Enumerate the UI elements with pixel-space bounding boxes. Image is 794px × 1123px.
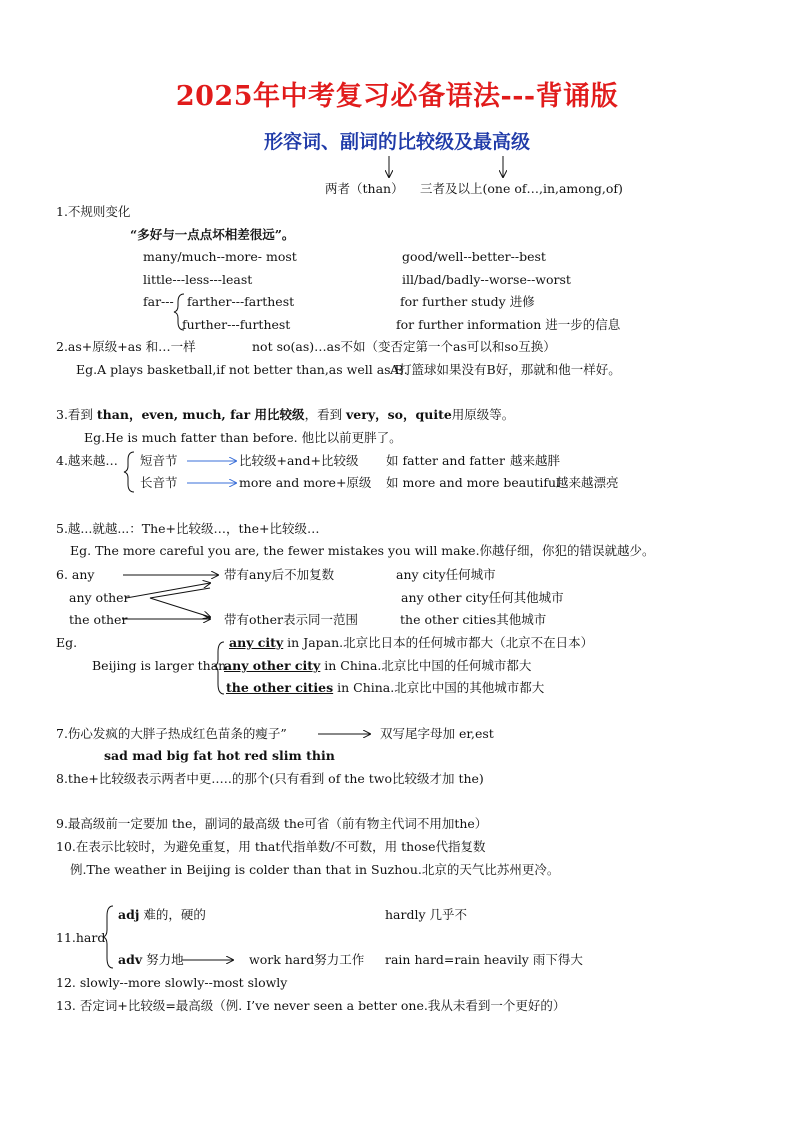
s6-b3-rest: in China.北京比中国的其他城市都大 [333, 680, 545, 695]
s1-r1-right: good/well--better--best [402, 249, 546, 264]
s1-far-a-note: for further study 进修 [400, 294, 535, 309]
s6-ex1: any city任何城市 [396, 567, 496, 582]
s1-r1-left: many/much--more- most [143, 249, 297, 264]
s10-example: 例.The weather in Beijing is colder than that in Suzhou.北京的天气比苏州更冷。 [70, 862, 560, 877]
branch-two: 两者（than） [325, 181, 404, 196]
s13-text: 13. 否定词+比较级=最高级（例. I’ve never seen a better one.我从未看到一个更好的） [56, 998, 566, 1013]
s4-short-cn: 越来越胖 [510, 453, 561, 468]
s3-p3: ，看到 [304, 407, 347, 422]
s11-adv-meaning: 努力地 [142, 952, 184, 967]
s6-the-other: the other [69, 612, 128, 627]
s11-hardly: hardly 几乎不 [385, 907, 468, 922]
s1-r2-left: little---less---least [143, 272, 253, 287]
s6-ex3: the other cities其他城市 [400, 612, 547, 627]
s11-adj-meaning: 难的，硬的 [139, 907, 206, 922]
s2-head-right: not so(as)…as不如（变否定第一个as可以和so互换） [252, 339, 556, 354]
page-title: 2025年中考复习必备语法---背诵版 [175, 81, 619, 112]
s11-rain: rain hard=rain heavily 雨下得大 [385, 952, 583, 967]
s1-r2-right: ill/bad/badly--worse--worst [402, 272, 571, 287]
s6-any-other: any other [69, 590, 130, 605]
s7-words: sad mad big fat hot red slim thin [104, 748, 335, 763]
s7-result: 双写尾字母加 er,est [380, 726, 494, 741]
s10-text: 10.在表示比较时，为避免重复，用 that代指单数/不可数，用 those代指复数 [56, 839, 486, 854]
page-subtitle: 形容词、副词的比较级及最高级 [263, 131, 530, 153]
s3-p4: very，so，quite [346, 407, 452, 422]
s6-subject: Beijing is larger than [92, 658, 227, 673]
s4-short-form: 比较级+and+比较级 [239, 453, 359, 468]
s6-rule1: 带有any后不加复数 [224, 567, 335, 582]
s6-branch2 [224, 658, 531, 674]
s6-any: 6. any [56, 567, 95, 582]
s6-b1-u: any city [229, 635, 284, 650]
s5-head: 5.越...就越...：The+比较级…，the+比较级… [56, 521, 320, 536]
s5-example: Eg. The more careful you are, the fewer mistakes you will make.你越仔细，你犯的错误就越少。 [70, 543, 655, 558]
s6-rule2: 带有other表示同一范围 [224, 612, 358, 627]
s11-work-hard: work hard努力工作 [249, 952, 365, 967]
s11-adv-label: adv [118, 952, 143, 967]
s1-far-b-note: for further information 进一步的信息 [396, 317, 621, 332]
s3-p1: 3.看到 [56, 407, 97, 422]
s4-long-cn: 越来越漂亮 [556, 475, 619, 490]
s6-b2-u: any other city [224, 658, 321, 673]
s4-head: 4.越来越… [56, 453, 118, 468]
s11-head: 11.hard [56, 930, 106, 945]
s1-head: 1.不规则变化 [56, 204, 131, 219]
s4-short-label: 短音节 [140, 453, 178, 468]
s2-example: Eg.A plays basketball,if not better than,as well as B. [76, 362, 408, 377]
s1-mnemonic: “多好与一点点坏相差很远”。 [130, 227, 295, 242]
s4-long-form: more and more+原级 [239, 475, 372, 490]
s1-far-a: farther---farthest [187, 294, 295, 309]
s7-head: 7.伤心发疯的大胖子热成红色苗条的瘦子” [56, 726, 287, 741]
s2-example-cn: A打篮球如果没有B好，那就和他一样好。 [390, 362, 621, 377]
s6-ex2: any other city任何其他城市 [401, 590, 564, 605]
s3-p2: than，even, much, far 用比较级 [96, 407, 305, 422]
branch-three: 三者及以上(one of…,in,among,of) [420, 181, 623, 196]
s4-long-label: 长音节 [140, 475, 178, 490]
s3-rule [56, 407, 514, 423]
s4-short-example: 如 fatter and fatter [386, 453, 505, 468]
s6-b2-rest: in China.北京比中国的任何城市都大 [320, 658, 532, 673]
s4-long-example: 如 more and more beautiful [386, 475, 560, 490]
s6-branch1 [229, 635, 593, 651]
s11-adj-label: adj [118, 907, 140, 922]
s8-text: 8.the+比较级表示两者中更.….的那个(只有看到 of the two比较级才加 the) [56, 771, 484, 786]
s6-branch3 [226, 680, 544, 696]
s1-far-label: far--- [143, 294, 174, 309]
s11-adj [118, 907, 206, 923]
s1-far-b: further---furthest [182, 317, 291, 332]
s6-b1-rest: in Japan.北京比日本的任何城市都大（北京不在日本） [283, 635, 594, 650]
s12-text: 12. slowly--more slowly--most slowly [56, 975, 288, 990]
s3-example: Eg.He is much fatter than before. 他比以前更胖了。 [84, 430, 402, 445]
s3-p5: 用原级等。 [451, 407, 515, 422]
s11-adv [118, 952, 184, 968]
s6-eg: Eg. [56, 635, 78, 650]
s9-text: 9.最高级前一定要加 the，副词的最高级 the可省（前有物主代词不用加the） [56, 816, 488, 831]
s2-head: 2.as+原级+as 和…一样 [56, 339, 196, 354]
s6-b3-u: the other cities [226, 680, 334, 695]
brace-s4 [124, 452, 134, 492]
